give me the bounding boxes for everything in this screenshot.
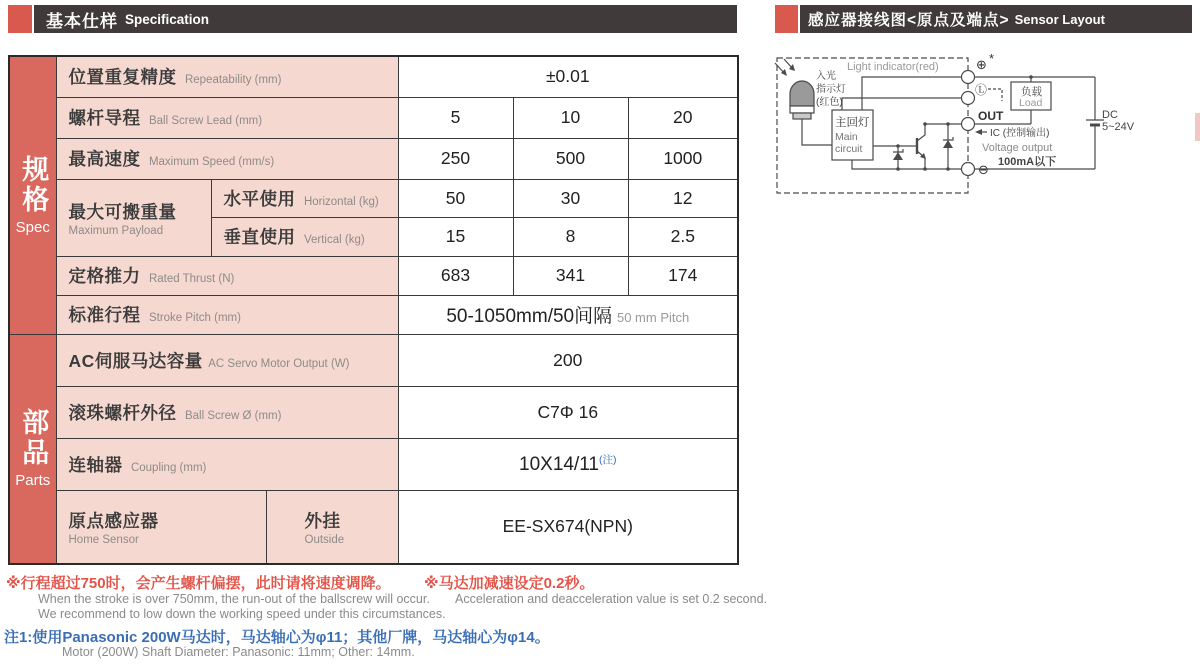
value-lead-1: 5: [398, 97, 513, 138]
label-zh: 位置重复精度: [68, 67, 177, 88]
label-en: Stroke Pitch (mm): [148, 312, 241, 324]
footnote-accel-zh: ※马达加减速设定0.2秒。: [424, 575, 595, 592]
label-en: Maximum Speed (mm/s): [148, 156, 275, 168]
footnote-stroke-warning-en1: When the stroke is over 750mm, the run-out of the ballscrew will occur.: [38, 592, 430, 606]
value-vertical-2: 8: [513, 217, 628, 256]
value-lead-3: 20: [628, 97, 738, 138]
row-label-coupling: [56, 438, 398, 490]
label-zh: 原点感应器: [68, 510, 159, 531]
sensor-section-header: [800, 5, 1192, 33]
value-coupling: [398, 438, 738, 490]
sensor-header-title-zh: 感应器接线图<原点及端点>: [808, 12, 1010, 29]
row-label-repeatability: [56, 56, 398, 97]
value-motor-output: 200: [398, 334, 738, 386]
sensor-header-accent-square: [775, 5, 798, 33]
footnote-shaft-en: Motor (200W) Shaft Diameter: Panasonic: 11mm; Other: 14mm.: [62, 645, 415, 659]
value-thrust-2: 341: [513, 256, 628, 295]
label-zh: 定格推力: [68, 266, 141, 286]
coupling-note-ref: (注): [599, 454, 617, 467]
label-zh: 最高速度: [68, 149, 141, 169]
terminal-plus-label: ⊕: [976, 57, 987, 72]
terminal-out: [962, 118, 975, 131]
label-en: AC Servo Motor Output (W): [208, 357, 350, 370]
label-en: Home Sensor: [68, 533, 139, 546]
side-label-parts-zh: 部品: [18, 408, 49, 469]
value-stroke: [398, 295, 738, 334]
label-en: Rated Thrust (N): [148, 273, 235, 285]
label-zh: 连轴器: [68, 454, 123, 475]
value-vertical-3: 2.5: [628, 217, 738, 256]
value-speed-1: 250: [398, 138, 513, 179]
dc-voltage-label: 5~24V: [1102, 121, 1135, 133]
row-label-max-payload: [56, 179, 211, 256]
light-indicator-label-zh1: 入光: [816, 71, 836, 82]
row-label-screw-od: [56, 386, 398, 438]
stroke-value-en: 50 mm Pitch: [616, 310, 690, 325]
side-label-spec-en: Spec: [15, 218, 50, 236]
voltage-output-label: Voltage output: [982, 142, 1053, 154]
main-circuit-label-zh: 主回灯: [835, 117, 870, 129]
label-en: Outside: [304, 533, 345, 546]
main-circuit-label-en2: circuit: [835, 143, 863, 155]
footnote-stroke-warning-en2: We recommend to low down the working speed under this circumstances.: [38, 607, 446, 621]
row-label-rated-thrust: [56, 256, 398, 295]
dc-label: DC: [1102, 109, 1118, 121]
terminal-l: [962, 92, 975, 105]
value-horizontal-1: 50: [398, 179, 513, 217]
value-thrust-3: 174: [628, 256, 738, 295]
row-label-outside: [266, 490, 398, 564]
side-label-spec-zh: 规格: [18, 154, 49, 215]
label-en: Ball Screw Lead (mm): [148, 115, 263, 127]
row-label-motor-output: [56, 334, 398, 386]
value-lead-2: 10: [513, 97, 628, 138]
side-label-spec: [9, 56, 56, 334]
load-label-en: Load: [1019, 97, 1043, 109]
row-label-home-sensor: [56, 490, 266, 564]
current-limit-label: 100mA以下: [998, 156, 1057, 168]
value-repeatability: ±0.01: [398, 56, 738, 97]
ic-arrow-icon: [975, 129, 982, 135]
terminal-minus-label: ⊖: [978, 162, 989, 177]
label-zh: 标准行程: [68, 305, 141, 325]
terminal-out-label: OUT: [978, 109, 1004, 123]
spec-header-accent-square: [8, 5, 32, 33]
row-label-stroke: [56, 295, 398, 334]
label-zh: 最大可搬重量: [68, 201, 177, 222]
label-en: Horizontal (kg): [303, 195, 379, 208]
footnote-shaft-zh: 注1:使用Panasonic 200W马达时，马达轴心为φ11；其他厂牌，马达轴心为φ14。: [4, 629, 550, 646]
spec-header-title-en: Specification: [125, 11, 210, 27]
row-label-max-speed: [56, 138, 398, 179]
label-en: Vertical (kg): [303, 234, 365, 246]
row-label-ball-screw-lead: [56, 97, 398, 138]
label-zh: 螺杆导程: [68, 108, 141, 128]
spec-section-header: [34, 5, 737, 33]
label-zh: 外挂: [304, 510, 341, 531]
side-label-parts-en: Parts: [15, 472, 51, 490]
value-speed-2: 500: [513, 138, 628, 179]
terminal-star-label: *: [989, 51, 995, 66]
value-horizontal-3: 12: [628, 179, 738, 217]
value-home-sensor: EE-SX674(NPN): [398, 490, 738, 564]
led-indicator-icon: [790, 81, 814, 106]
sensor-wiring-diagram: [772, 48, 1200, 233]
stroke-value-zh: 50-1050mm/50间隔: [446, 306, 613, 327]
label-en: Ball Screw Ø (mm): [184, 409, 282, 422]
terminal-plus: [962, 71, 975, 84]
value-thrust-1: 683: [398, 256, 513, 295]
value-speed-3: 1000: [628, 138, 738, 179]
label-en: Repeatability (mm): [184, 74, 282, 87]
label-zh: 水平使用: [223, 188, 296, 209]
row-label-vertical: [211, 217, 398, 256]
value-vertical-1: 15: [398, 217, 513, 256]
ic-label: IC (控制输出): [990, 128, 1050, 139]
coupling-value: 10X14/11: [519, 453, 599, 475]
label-zh: AC伺服马达容量: [68, 350, 203, 371]
spec-table: [8, 55, 739, 565]
spec-header-title-zh: 基本仕样: [46, 11, 118, 31]
sensor-header-title-en: Sensor Layout: [1014, 11, 1105, 27]
value-horizontal-2: 30: [513, 179, 628, 217]
label-zh: 垂直使用: [223, 227, 296, 247]
row-label-horizontal: [211, 179, 398, 217]
side-label-parts: [9, 334, 56, 564]
light-indicator-label-zh2: 指示灯: [816, 84, 846, 95]
load-label-zh: 负载: [1021, 86, 1042, 98]
page-edge-sliver: [1195, 113, 1200, 141]
main-circuit-label-en1: Main: [835, 131, 858, 143]
label-en: Maximum Payload: [68, 224, 164, 237]
terminal-l-label: Ⓛ: [975, 83, 988, 97]
light-indicator-label-en: Light indicator(red): [847, 61, 939, 73]
label-en: Coupling (mm): [130, 461, 207, 474]
light-indicator-label-zh3: (红色): [816, 97, 843, 108]
footnote-stroke-warning-zh: ※行程超过750时，会产生螺杆偏摆，此时请将速度调降。: [6, 575, 391, 592]
terminal-minus: [962, 163, 975, 176]
footnote-accel-en: Acceleration and deacceleration value is set 0.2 second.: [455, 592, 767, 606]
label-zh: 滚珠螺杆外径: [68, 402, 177, 423]
value-screw-od: C7Φ 16: [398, 386, 738, 438]
